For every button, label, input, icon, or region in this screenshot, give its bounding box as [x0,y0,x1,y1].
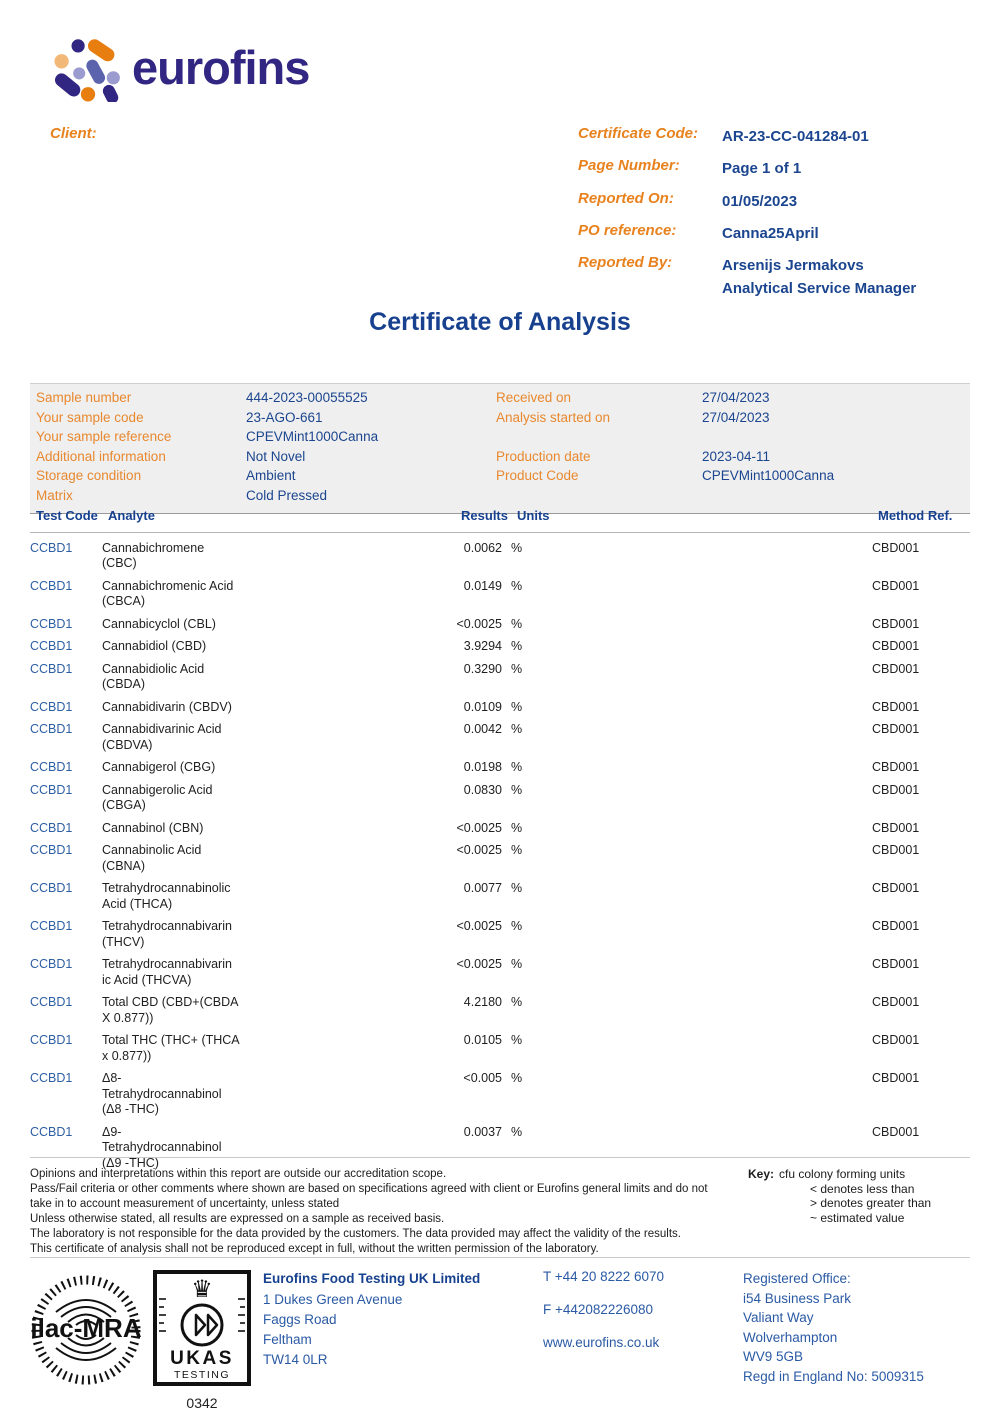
sample-field-label: Your sample reference [36,429,172,444]
key-block [730,1167,970,1257]
cell-units: % [511,782,523,797]
cell-method-ref: CBD001 [872,1124,920,1139]
sample-field-label: Analysis started on [496,409,611,425]
cell-units: % [511,1124,523,1139]
cell-units: % [511,995,523,1009]
disclaimer-line: Unless otherwise stated, all results are expressed on a sample as received basis. [30,1213,445,1225]
notes-row [30,1157,970,1257]
cell-method-ref: CBD001 [872,760,920,774]
cell-test-code: CCBD1 [30,995,73,1009]
certificate-meta [578,125,970,310]
registered-line: WV9 5GB [743,1349,804,1364]
cell-units: % [511,578,523,593]
cell-analyte: Cannabichromenic Acid (CBCA) [102,578,234,608]
cell-analyte: Δ8- Tetrahydrocannabinol (Δ8 -THC) [102,1071,222,1116]
cell-units: % [511,722,523,736]
footer-address [263,1269,543,1411]
table-row [30,636,970,659]
table-row [30,916,970,954]
cell-method-ref: CBD001 [872,820,920,835]
cell-result: 0.0037 [463,1124,502,1139]
sample-field-label: Production date [496,448,591,464]
cell-units: % [511,699,523,714]
cell-method-ref: CBD001 [872,843,920,857]
address-line: Feltham [263,1332,312,1347]
key-lines [748,1182,970,1226]
disclaimer-text [30,1167,730,1257]
eurofins-logo [52,36,309,102]
svg-text:TESTING: TESTING [173,1369,231,1381]
cell-method-ref: CBD001 [872,919,920,933]
table-row [30,954,970,992]
svg-text:ilac-MRA: ilac-MRA [30,1313,142,1343]
sample-field-label: Received on [496,390,572,405]
cell-analyte: Cannabidivarinic Acid (CBDVA) [102,722,222,752]
cell-analyte: Tetrahydrocannabinolic Acid (THCA) [102,881,231,911]
cell-units: % [511,881,523,895]
cell-result: 0.0077 [463,881,502,895]
sample-field-value [702,486,964,506]
cell-analyte: Total THC (THC+ (THCA x 0.877)) [102,1033,239,1063]
table-row [30,613,970,636]
key-line: ~ estimated value [810,1210,905,1225]
footer [30,1257,970,1411]
cell-analyte: Cannabinolic Acid (CBNA) [102,843,202,873]
meta-field [578,157,970,180]
header-units: Units [517,508,550,523]
sample-field-value: Cold Pressed [246,487,328,503]
contact-line: www.eurofins.co.uk [543,1335,660,1350]
sample-field-value: CPEVMint1000Canna [246,429,379,444]
cell-units: % [511,843,523,857]
meta-field-label: Reported On: [578,189,674,207]
table-row [30,840,970,878]
ukas-number: 0342 [186,1395,218,1411]
cell-method-ref: CBD001 [872,540,920,555]
header-analyte: Analyte [108,508,155,523]
disclaimer-line: Opinions and interpretations within this report are outside our accreditation scope. [30,1168,447,1180]
cell-analyte: Cannabidiolic Acid (CBDA) [102,661,205,691]
disclaimer-line: This certificate of analysis shall not be reproduced except in full, without the written permission of the laboratory. [30,1243,599,1255]
cell-test-code: CCBD1 [30,540,73,555]
contact-line: T +44 20 8222 6070 [543,1269,664,1284]
cell-result: <0.0025 [456,919,502,933]
sample-info-band [30,383,970,514]
cell-test-code: CCBD1 [30,722,73,736]
table-row [30,757,970,780]
cell-test-code: CCBD1 [30,881,73,895]
cell-analyte: Cannabidiol (CBD) [102,639,207,653]
cell-analyte: Cannabinol (CBN) [102,820,204,835]
sample-field-value: Ambient [246,468,296,483]
cell-result: 0.0830 [463,782,502,797]
cell-units: % [511,639,523,653]
address-line: Faggs Road [263,1312,337,1327]
table-row [30,719,970,757]
sample-info-row [36,486,964,506]
sample-info-row [36,466,964,486]
cell-analyte: Cannabigerolic Acid (CBGA) [102,782,213,812]
key-title: Key: [748,1167,775,1181]
sample-field-label: Product Code [496,468,579,483]
ukas-testing-logo [152,1269,252,1387]
page-title: Certificate of Analysis [369,308,631,336]
cell-result: <0.0025 [456,616,502,631]
meta-field-label: Page Number: [578,157,680,175]
header-test-code: Test Code [36,508,98,523]
cell-method-ref: CBD001 [872,661,920,676]
cell-test-code: CCBD1 [30,639,73,653]
cell-units: % [511,1033,523,1047]
meta-field-label: PO reference: [578,221,677,239]
cell-result: 0.0042 [463,722,502,736]
meta-field-value [722,125,869,148]
cell-result: <0.0025 [456,820,502,835]
cell-method-ref: CBD001 [872,699,920,714]
cell-result: 0.0198 [463,760,502,774]
meta-field-value [722,190,797,213]
footer-contact [543,1269,743,1411]
cell-units: % [511,919,523,933]
sample-field-value: 444-2023-00055525 [246,390,368,405]
cell-method-ref: CBD001 [872,1071,920,1085]
cell-method-ref: CBD001 [872,995,920,1009]
table-row [30,779,970,817]
sample-field-label [496,427,702,447]
table-row [30,878,970,916]
cell-method-ref: CBD001 [872,616,920,631]
client-label: Client: [50,125,97,142]
meta-field [578,190,970,213]
cell-test-code: CCBD1 [30,616,73,631]
header-method-ref: Method Ref. [878,508,953,523]
sample-field-value: Not Novel [246,448,306,464]
cell-analyte: Δ9- Tetrahydrocannabinol (Δ9 -THC) [102,1124,222,1170]
cell-analyte: Cannabigerol (CBG) [102,760,216,774]
sample-field-value: 23-AGO-661 [246,409,323,425]
sample-info-row [36,408,964,428]
eurofins-logo-text: eurofins [132,40,310,94]
meta-value-line: Arsenijs Jermakovs [722,257,864,274]
table-row [30,658,970,696]
registered-line: Regd in England No: 5009315 [743,1368,924,1384]
cell-test-code: CCBD1 [30,578,73,593]
sample-info-row [36,447,964,467]
meta-value-line: Analytical Service Manager [722,280,917,298]
sample-field-label: Storage condition [36,468,142,483]
cell-result: 0.0062 [463,540,502,555]
sample-info-row [36,427,964,447]
meta-value-line: 01/05/2023 [722,192,798,210]
meta-field-value [722,222,819,245]
results-table-header [30,508,970,533]
eurofins-logo-mark [52,36,124,102]
table-row [30,696,970,719]
address-line: TW14 0LR [263,1352,328,1367]
sample-field-value [702,427,964,447]
cell-method-ref: CBD001 [872,1033,920,1047]
cell-test-code: CCBD1 [30,760,73,774]
sample-field-label: Your sample code [36,409,144,425]
cell-result: 3.9294 [463,639,502,653]
cell-result: <0.0025 [456,843,502,857]
disclaimer-line: The laboratory is not responsible for the data provided by the customers. The data provided may affect the validity of the results. [30,1228,681,1240]
table-row [30,817,970,840]
cell-test-code: CCBD1 [30,1033,73,1047]
cell-test-code: CCBD1 [30,661,73,676]
cell-test-code: CCBD1 [30,782,73,797]
sample-field-value: CPEVMint1000Canna [702,468,835,483]
cell-units: % [511,820,523,835]
cell-analyte: Cannabichromene (CBC) [102,540,205,570]
cell-result: 4.2180 [463,995,502,1009]
sample-field-value: 27/04/2023 [702,390,770,405]
registered-line: Registered Office: [743,1271,851,1286]
cell-analyte: Cannabicyclol (CBL) [102,616,216,631]
cell-units: % [511,661,523,676]
cell-analyte: Tetrahydrocannabivarin (THCV) [102,919,232,949]
cell-method-ref: CBD001 [872,782,920,797]
accreditation-logos [30,1269,263,1411]
table-row [30,992,970,1030]
crown-icon: ♛ [191,1276,213,1303]
results-table-body [30,537,970,1175]
cell-result: <0.005 [463,1071,502,1085]
cell-analyte: Tetrahydrocannabivarin ic Acid (THCVA) [102,957,232,987]
meta-field [578,222,970,245]
disclaimer-line: Pass/Fail criteria or other comments where shown are based on specifications agreed with client or Eurofins general limits and do not take in to account measurement of uncertainty, unless stated [30,1183,708,1210]
cell-method-ref: CBD001 [872,639,920,653]
cell-units: % [511,616,523,631]
sample-info-row [36,388,964,408]
cell-result: 0.0109 [463,699,502,714]
cell-test-code: CCBD1 [30,1124,73,1139]
meta-value-line: Page 1 of 1 [722,160,802,178]
cell-analyte: Total CBD (CBD+(CBDA X 0.877)) [102,995,238,1025]
table-row [30,1030,970,1068]
registered-line: i54 Business Park [743,1290,852,1306]
results-table [30,508,970,1175]
sample-field-label: Matrix [36,487,73,503]
table-row [30,575,970,613]
cell-result: 0.0105 [463,1033,502,1047]
cell-test-code: CCBD1 [30,843,73,857]
footer-registered-office [743,1269,970,1411]
cell-units: % [511,540,523,555]
footer-company-name: Eurofins Food Testing UK Limited [263,1271,481,1286]
key-line: > denotes greater than [810,1196,932,1210]
cell-test-code: CCBD1 [30,957,73,971]
table-row [30,1068,970,1122]
header-results: Results [461,508,508,523]
cell-method-ref: CBD001 [872,578,920,593]
meta-field-label: Reported By: [578,254,673,271]
cell-method-ref: CBD001 [872,722,920,736]
cell-result: 0.3290 [463,661,502,676]
table-row [30,537,970,575]
cell-method-ref: CBD001 [872,957,920,971]
registered-line: Wolverhampton [743,1329,838,1345]
meta-value-line: Canna25April [722,224,819,242]
cell-test-code: CCBD1 [30,820,73,835]
cell-method-ref: CBD001 [872,881,920,895]
sample-field-label: Sample number [36,390,132,405]
cell-result: <0.0025 [456,957,502,971]
sample-field-label: Additional information [36,448,166,464]
meta-field-label: Certificate Code: [578,125,699,142]
meta-field [578,125,970,148]
ilac-mra-logo [30,1271,142,1389]
contact-line: F +442082226080 [543,1302,653,1317]
cell-units: % [511,1071,523,1085]
key-line: < denotes less than [810,1181,915,1196]
cell-units: % [511,957,523,971]
cell-analyte: Cannabidivarin (CBDV) [102,699,232,714]
cell-test-code: CCBD1 [30,1071,73,1085]
registered-line: Valiant Way [743,1310,814,1325]
address-line: 1 Dukes Green Avenue [263,1292,403,1307]
meta-field [578,254,970,301]
svg-text:UKAS: UKAS [170,1348,234,1369]
cell-result: 0.0149 [463,578,502,593]
sample-field-value: 2023-04-11 [702,448,771,464]
key-first-line: cfu colony forming units [779,1167,906,1181]
meta-field-value [722,254,916,301]
sample-field-value: 27/04/2023 [702,409,770,425]
sample-field-label [496,486,702,506]
meta-field-value [722,157,801,180]
cell-units: % [511,760,523,774]
cell-test-code: CCBD1 [30,699,73,714]
cell-test-code: CCBD1 [30,919,73,933]
meta-value-line: AR-23-CC-041284-01 [722,128,869,145]
